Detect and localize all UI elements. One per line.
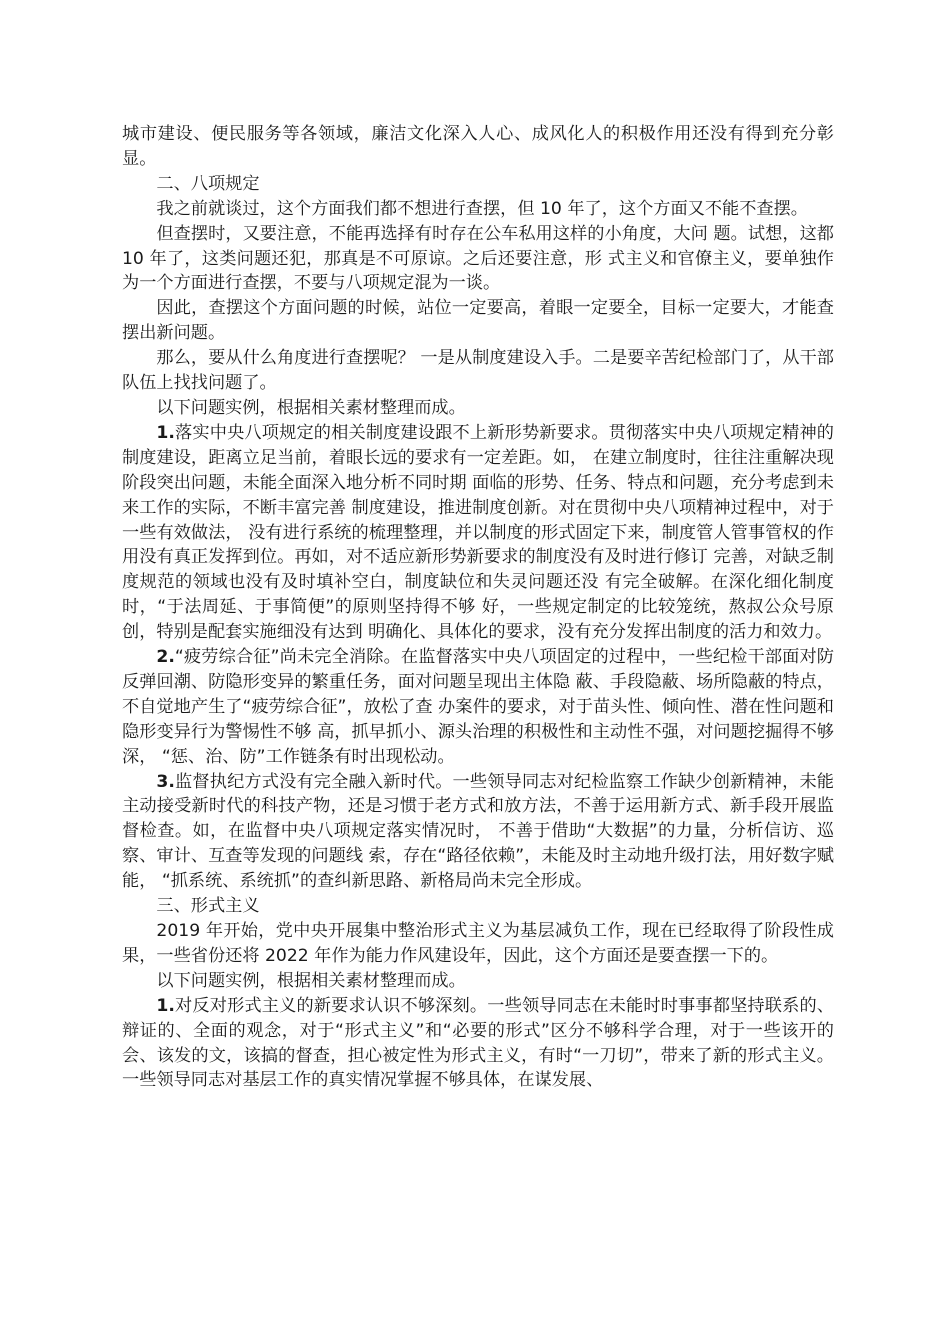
numbered-item — [122, 645, 834, 770]
paragraph — [122, 969, 834, 994]
paragraph-text: 三、形式主义 — [156, 896, 260, 917]
paragraph-text: 对反对形式主义的新要求认识不够深刻。一些领导同志在未能时时事事都坚持联系的、辩证的、全面的观念，对于“形式主义”和“必要的形式”区分不够科学合理，对于一些该开的会、该发的文，该搞的督查，担心被定性为形式主义，有时“一刀切”，带来了新的形式主义。一些领导同志对基层工作的真实情况掌握不够具体，在谋发展、 — [122, 995, 834, 1091]
item-number: 3. — [156, 771, 175, 792]
paragraph-text: 以下问题实例，根据相关素材整理而成。 — [156, 970, 466, 991]
paragraph-text: 我之前就谈过，这个方面我们都不想进行查摆，但 10 年了，这个方面又不能不查摆。 — [156, 198, 808, 219]
document-body — [122, 122, 834, 1093]
paragraph-text: 2019 年开始，党中央开展集中整治形式主义为基层减负工作，现在已经取得了阶段性成果，一些省份还将 2022 年作为能力作风建设年，因此，这个方面还是要查摆一下的。 — [122, 921, 834, 966]
paragraph-text: “疲劳综合征”尚未完全消除。在监督落实中央八项固定的过程中，一些纪检干部面对防反弹回潮、防隐形变异的繁重任务，面对问题呈现出主体隐 蔽、手段隐蔽、场所隐蔽的特点，不自觉地产生了“疲劳综合征”，放松了查 办案件的要求，对于苗头性、倾向性、潜在性问题和隐形变异行为警惕性不够 高，抓早抓小、源头治理的积极性和主动性不强，对问题挖掘得不够深， “惩、治、防”工作链条有时出现松动。 — [122, 647, 834, 767]
paragraph-text: 城市建设、便民服务等各领域，廉洁文化深入人心、成风化人的积极作用还没有得到充分彰显。 — [122, 124, 834, 169]
item-number: 1. — [156, 995, 175, 1016]
paragraph-text: 落实中央八项规定的相关制度建设跟不上新形势新要求。贯彻落实中央八项规定精神的制度建设，距离立足当前，着眼长远的要求有一定差距。如， 在建立制度时，往往注重解决现阶段突出问题，未能全面深入地分析不同时期 面临的形势、任务、特点和问题，充分考虑到未来工作的实际，不断丰富完善 制度建设，推进制度创新。对在贯彻中央八项精神过程中，对于一些有效做法， 没有进行系统的梳理整理，并以制度的形式固定下来，制度管人管事管权的作 用没有真正发挥到位。再如，对不适应新形势新要求的制度没有及时进行修订 完善，对缺乏制度规范的领域也没有及时填补空白，制度缺位和失灵问题还没 有完全破解。在深化细化制度时，“于法周延、于事简便”的原则坚持得不够 好，一些规定制定的比较笼统，熬叔公众号原创，特别是配套实施细没有达到 明确化、具体化的要求，没有充分发挥出制度的活力和效力。 — [122, 422, 834, 643]
paragraph — [122, 122, 834, 172]
item-number: 1. — [156, 422, 175, 443]
paragraph-text: 以下问题实例，根据相关素材整理而成。 — [156, 397, 466, 418]
numbered-item — [122, 994, 834, 1094]
paragraph — [122, 346, 834, 396]
paragraph-text: 监督执纪方式没有完全融入新时代。一些领导同志对纪检监察工作缺少创新精神，未能主动接受新时代的科技产物，还是习惯于老方式和放方法，不善于运用新方式、新手段开展监督检查。如，在监督中央八项规定落实情况时， 不善于借助“大数据”的力量，分析信访、巡察、审计、互查等发现的问题线 索，存在“路径依赖”，未能及时主动地升级打法，用好数字赋能， “抓系统、系统抓”的查纠新思路、新格局尚未完全形成。 — [122, 771, 834, 892]
paragraph-text: 二、八项规定 — [156, 173, 260, 194]
paragraph-text: 那么，要从什么角度进行查摆呢？ 一是从制度建设入手。二是要辛苦纪检部门了，从干部队伍上找找问题了。 — [122, 348, 834, 394]
paragraph — [122, 197, 834, 222]
paragraph-text: 但查摆时，又要注意，不能再选择有时存在公车私用这样的小角度，大问 题。试想，这都 10 年了，这类问题还犯，那真是不可原谅。之后还要注意，形 式主义和官僚主义，要单独作为一个方面进行查摆，不要与八项规定混为一谈。 — [122, 223, 834, 294]
section-heading — [122, 172, 834, 197]
paragraph-text: 因此，查摆这个方面问题的时候，站位一定要高，着眼一定要全，目标一定要大，才能查摆出新问题。 — [122, 298, 834, 344]
paragraph — [122, 296, 834, 346]
paragraph — [122, 222, 834, 297]
paragraph — [122, 396, 834, 421]
item-number: 2. — [156, 647, 175, 668]
numbered-item — [122, 770, 834, 895]
section-heading — [122, 894, 834, 919]
paragraph — [122, 919, 834, 969]
numbered-item — [122, 421, 834, 645]
